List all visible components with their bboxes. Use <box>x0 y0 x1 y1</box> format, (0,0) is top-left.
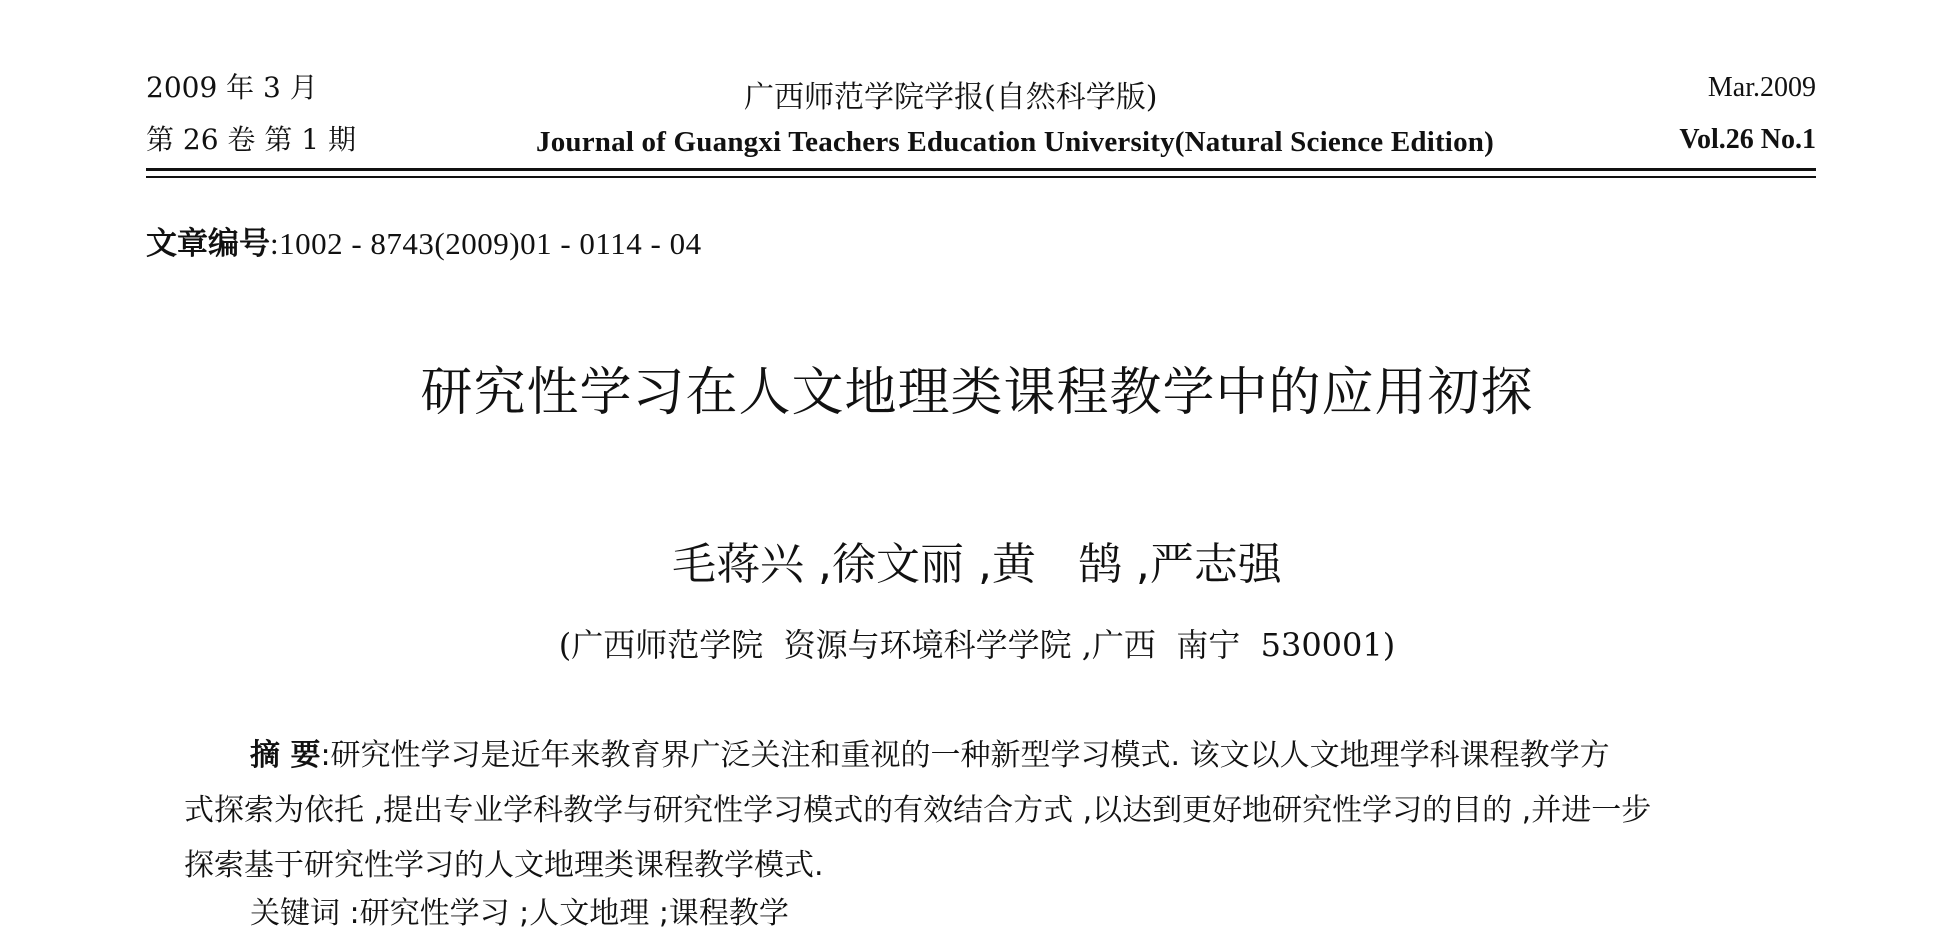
abstract-label: 摘 要 <box>250 738 321 773</box>
header-rule-thick <box>146 168 1816 171</box>
header-journal-en: Journal of Guangxi Teachers Education University(Natural Science Edition) <box>536 126 1494 158</box>
paper-authors: 毛蒋兴 ,徐文丽 ,黄 鹄 ,严志强 <box>672 539 1282 590</box>
header-date-en: Mar.2009 <box>1707 72 1816 103</box>
header-volume-en: Vol.26 No.1 <box>1679 124 1816 155</box>
article-number <box>146 218 702 263</box>
header-rule-thin <box>146 176 1816 178</box>
abstract-line-2: 式探索为依托 ,提出专业学科教学与研究性学习模式的有效结合方式 ,以达到更好地研究性学习的目的 ,并进一步 <box>184 793 1652 828</box>
abstract-line-1 <box>184 728 1780 783</box>
header-issue-cn: 第 26 卷 第 1 期 <box>146 123 356 156</box>
article-number-label: 文章编号 <box>146 226 270 262</box>
header-date-cn: 2009 年 3 月 <box>146 71 318 104</box>
paper-affiliation: (广西师范学院 资源与环境科学学院 ,广西 南宁 530001) <box>558 626 1396 664</box>
abstract-line-3: 探索基于研究性学习的人文地理类课程教学模式. <box>184 848 824 883</box>
keywords-partial: 关键词 :研究性学习 ;人文地理 ;课程教学 <box>250 896 789 931</box>
header-journal-cn: 广西师范学院学报(自然科学版) <box>744 80 1158 115</box>
article-number-value: :1002 - 8743(2009)01 - 0114 - 04 <box>270 226 702 261</box>
abstract-text-1: :研究性学习是近年来教育界广泛关注和重视的一种新型学习模式. 该文以人文地理学科课程教学方 <box>320 738 1610 773</box>
paper-title: 研究性学习在人文地理类课程教学中的应用初探 <box>420 363 1534 423</box>
abstract <box>184 728 1780 893</box>
